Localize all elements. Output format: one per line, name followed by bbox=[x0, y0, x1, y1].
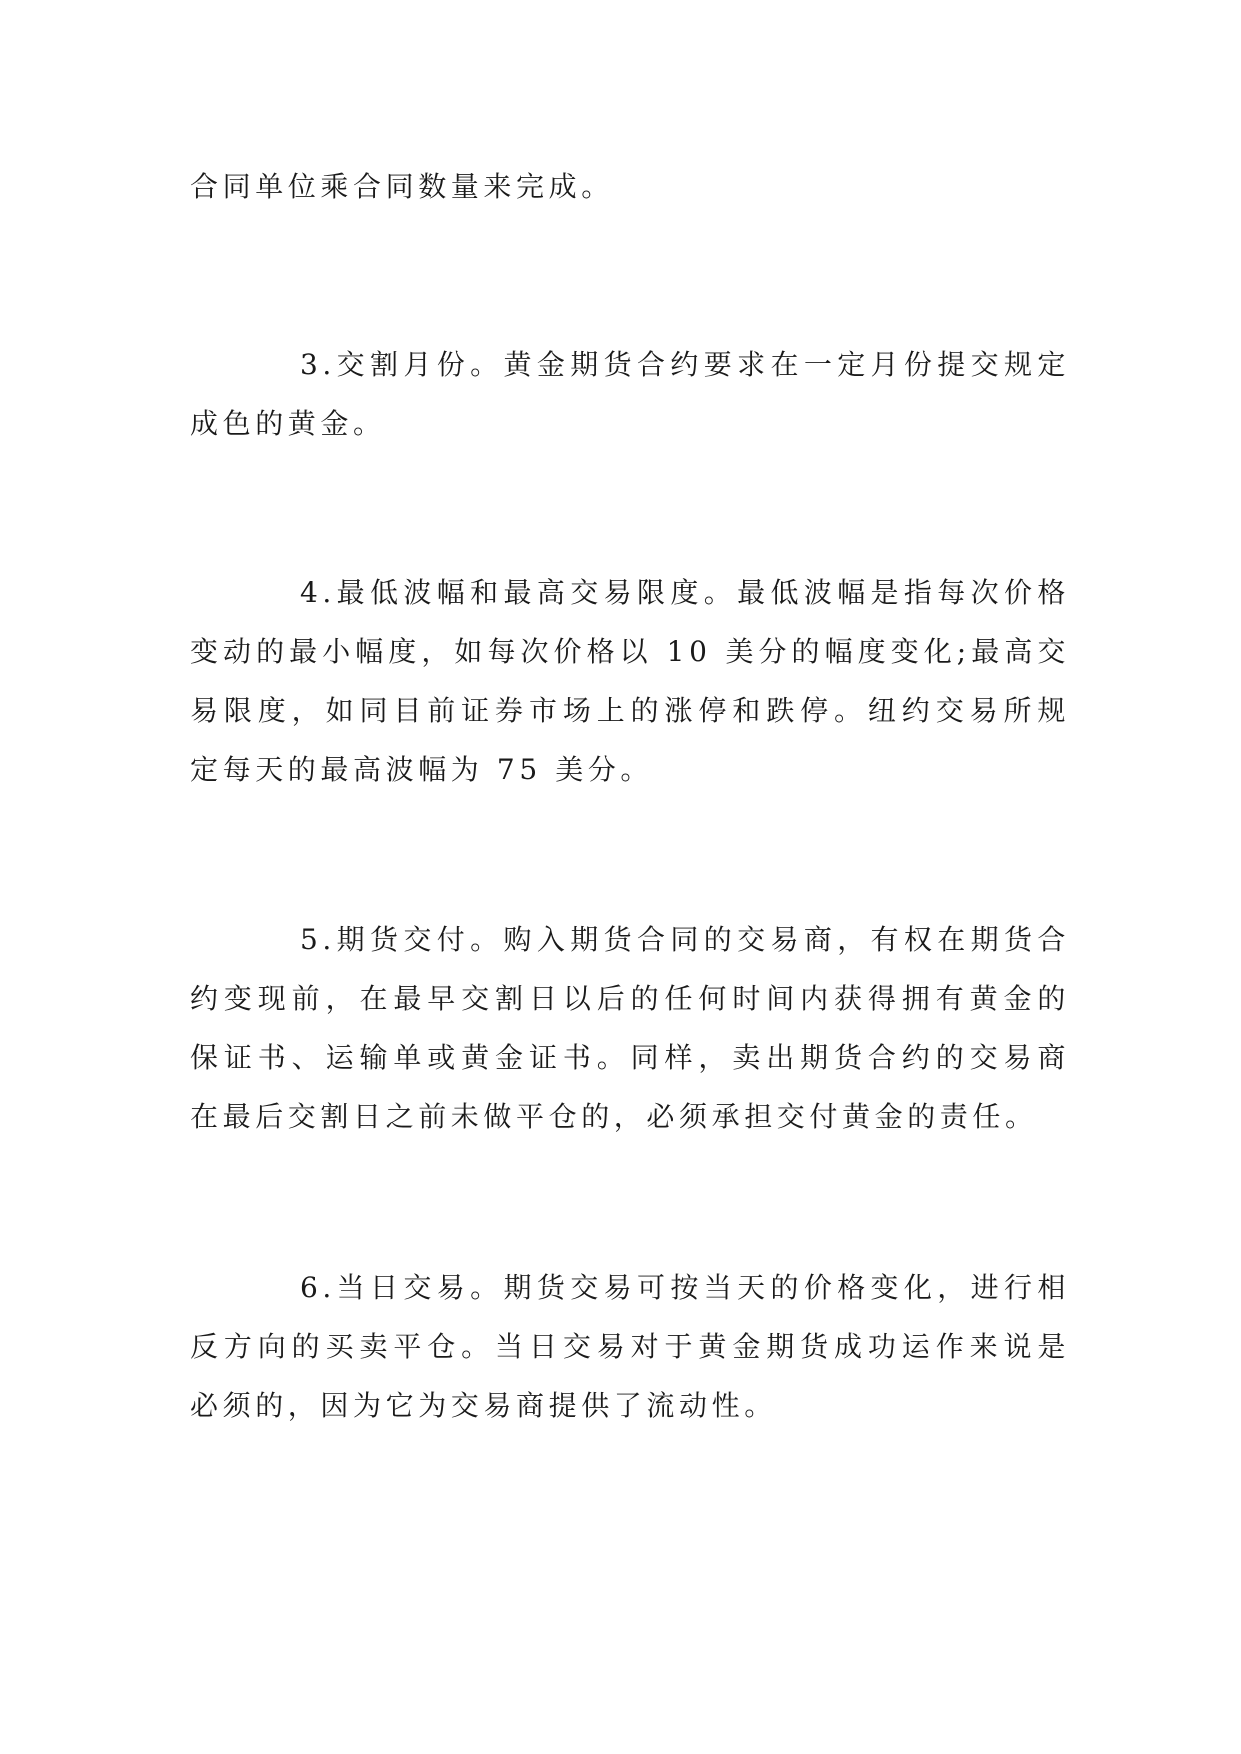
paragraph-price-fluctuation: 4.最低波幅和最高交易限度。最低波幅是指每次价格变动的最小幅度，如每次价格以 10 美分的幅度变化;最高交易限度，如同目前证券市场上的涨停和跌停。纽约交易所规定每天的最高波幅为 75 美分。 bbox=[190, 576, 1070, 786]
paragraph-delivery-month: 3.交割月份。黄金期货合约要求在一定月份提交规定成色的黄金。 bbox=[190, 348, 1070, 440]
paragraph-futures-delivery: 5.期货交付。购入期货合同的交易商，有权在期货合约变现前，在最早交割日以后的任何时间内获得拥有黄金的保证书、运输单或黄金证书。同样，卖出期货合约的交易商在最后交割日之前未做平仓的，必须承担交付黄金的责任。 bbox=[190, 923, 1070, 1133]
paragraph-continuation: 合同单位乘合同数量来完成。 bbox=[190, 170, 614, 203]
paragraph-day-trading: 6.当日交易。期货交易可按当天的价格变化，进行相反方向的买卖平仓。当日交易对于黄金期货成功运作来说是必须的，因为它为交易商提供了流动性。 bbox=[190, 1271, 1070, 1422]
